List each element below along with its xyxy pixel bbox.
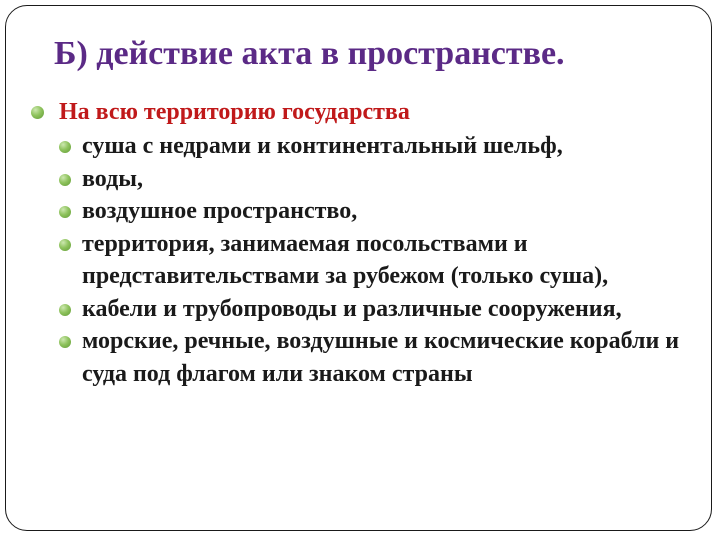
sub-bullet-text: воды, — [82, 165, 143, 192]
bullet-icon — [59, 336, 71, 348]
sub-bullet-text: суша с недрами и континентальный шельф, — [82, 133, 563, 159]
bullet-list — [22, 96, 694, 390]
sub-bullet-item — [22, 293, 694, 326]
bullet-icon — [59, 206, 71, 218]
bullet-text: На всю территорию государства — [59, 99, 410, 125]
bullet-icon — [59, 174, 71, 186]
sub-bullet-text: морские, речные, воздушные и космические корабли и суда под флагом или знаком страны — [82, 328, 680, 387]
sub-bullet-item — [22, 228, 694, 293]
bullet-icon — [31, 106, 44, 119]
bullet-icon — [59, 304, 71, 316]
slide-title: Б) действие акта в пространстве. — [54, 35, 565, 72]
bullet-icon — [59, 141, 71, 153]
sub-bullet-text: воздушное пространство, — [82, 198, 358, 224]
bullet-item-territory — [22, 96, 694, 128]
sub-bullet-item — [22, 163, 694, 196]
sub-bullet-text: территория, занимаемая посольствами и представительствами за рубежом (только суша), — [82, 230, 609, 289]
sub-bullet-item — [22, 325, 694, 390]
sub-bullet-text: кабели и трубопроводы и различные сооружения, — [82, 295, 622, 322]
sub-bullet-item — [22, 130, 694, 163]
bullet-icon — [59, 239, 71, 251]
sub-bullet-item — [22, 195, 694, 228]
sub-bullet-list — [22, 130, 694, 390]
